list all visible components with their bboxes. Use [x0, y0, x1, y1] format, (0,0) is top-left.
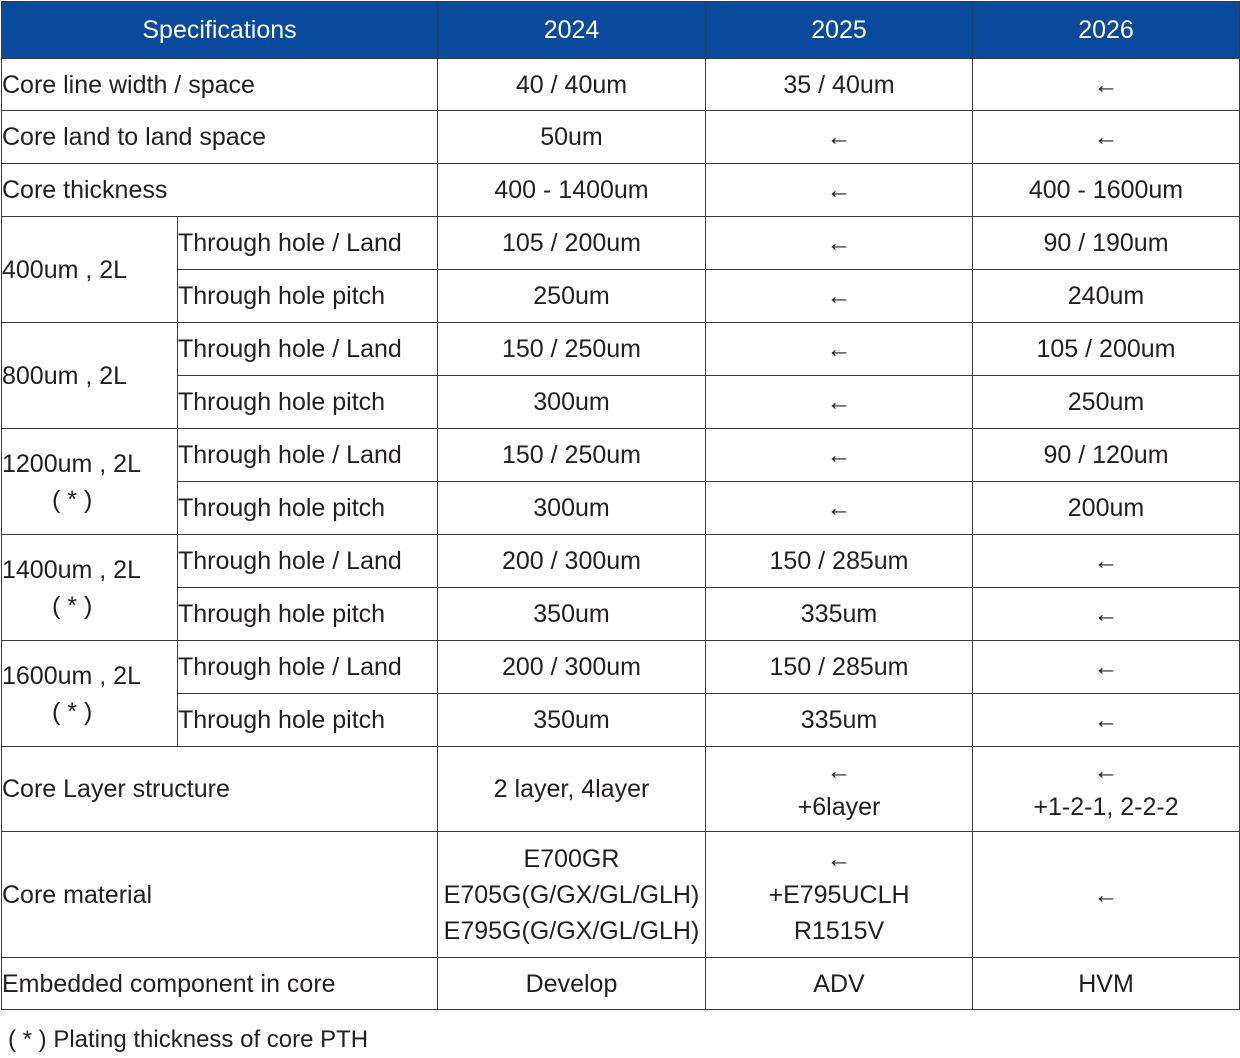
- specifications-table: [1, 1, 1240, 1010]
- table-row: [2, 429, 1240, 482]
- cell-line: ←: [826, 757, 852, 785]
- row-label: Embedded component in core: [2, 958, 438, 1010]
- cell-2025: ←: [706, 217, 973, 270]
- group-size-label: 1600um , 2L: [2, 661, 141, 690]
- group-label: [2, 535, 178, 641]
- cell-2025: 150 / 285um: [706, 535, 973, 588]
- cell-line: +1-2-1, 2-2-2: [1033, 793, 1179, 821]
- cell-2026: ←: [973, 535, 1240, 588]
- cell-2024: 200 / 300um: [438, 641, 706, 694]
- header-specifications: Specifications: [2, 2, 438, 59]
- cell-2026: ←: [973, 641, 1240, 694]
- cell-2026: ←: [973, 832, 1240, 958]
- cell-2025: 335um: [706, 588, 973, 641]
- sub-label: Through hole / Land: [178, 535, 438, 588]
- table-row: [2, 694, 1240, 747]
- sub-label: Through hole / Land: [178, 217, 438, 270]
- cell-2026: ←: [973, 588, 1240, 641]
- sub-label: Through hole pitch: [178, 588, 438, 641]
- cell-line: R1515V: [793, 916, 885, 945]
- cell-2026: ←: [973, 59, 1240, 111]
- sub-label: Through hole pitch: [178, 270, 438, 323]
- cell-2024: 250um: [438, 270, 706, 323]
- cell-2025: ADV: [706, 958, 973, 1010]
- cell-2026: 105 / 200um: [973, 323, 1240, 376]
- cell-2026: 90 / 120um: [973, 429, 1240, 482]
- table-row: [2, 59, 1240, 111]
- row-label: Core line width / space: [2, 59, 438, 111]
- cell-2026: 400 - 1600um: [973, 164, 1240, 217]
- cell-2024: 400 - 1400um: [438, 164, 706, 217]
- cell-2025: ←: [706, 270, 973, 323]
- cell-2024: 105 / 200um: [438, 217, 706, 270]
- table-row: [2, 164, 1240, 217]
- table-row: [2, 958, 1240, 1010]
- table-row: [2, 270, 1240, 323]
- cell-2024: 350um: [438, 694, 706, 747]
- cell-2024: 150 / 250um: [438, 323, 706, 376]
- group-size-label: 400um , 2L: [2, 255, 128, 284]
- row-label: Core Layer structure: [2, 747, 438, 832]
- cell-line: ←: [1093, 757, 1119, 785]
- cell-line: E705G(G/GX/GL/GLH): [443, 880, 700, 909]
- cell-2026: [973, 747, 1240, 832]
- row-label: Core thickness: [2, 164, 438, 217]
- group-label: [2, 217, 178, 323]
- cell-2024: 300um: [438, 482, 706, 535]
- cell-2024: 350um: [438, 588, 706, 641]
- plating-note-marker: ( * ): [52, 485, 93, 514]
- row-label: Core land to land space: [2, 111, 438, 164]
- cell-2024: 300um: [438, 376, 706, 429]
- cell-2025: 35 / 40um: [706, 59, 973, 111]
- table-row: [2, 217, 1240, 270]
- table-row: [2, 482, 1240, 535]
- table-row: [2, 376, 1240, 429]
- cell-2024: 40 / 40um: [438, 59, 706, 111]
- cell-2026: ←: [973, 111, 1240, 164]
- row-label: Core material: [2, 832, 438, 958]
- cell-2025: ←: [706, 164, 973, 217]
- footnote: ( * ) Plating thickness of core PTH: [8, 1026, 369, 1053]
- cell-2026: HVM: [973, 958, 1240, 1010]
- cell-2025: ←: [706, 376, 973, 429]
- table-row: [2, 535, 1240, 588]
- header-2025: 2025: [706, 2, 973, 59]
- cell-2025: ←: [706, 111, 973, 164]
- cell-2024: 150 / 250um: [438, 429, 706, 482]
- header-2024: 2024: [438, 2, 706, 59]
- sub-label: Through hole / Land: [178, 323, 438, 376]
- header-row: [2, 2, 1240, 59]
- cell-2026: 90 / 190um: [973, 217, 1240, 270]
- cell-2024: [438, 832, 706, 958]
- cell-2024: 200 / 300um: [438, 535, 706, 588]
- cell-line: +E795UCLH: [768, 880, 910, 909]
- table-row: [2, 111, 1240, 164]
- plating-note-marker: ( * ): [52, 697, 93, 726]
- table-row: [2, 747, 1240, 832]
- cell-2025: [706, 832, 973, 958]
- cell-2025: ←: [706, 429, 973, 482]
- sub-label: Through hole / Land: [178, 429, 438, 482]
- sub-label: Through hole pitch: [178, 482, 438, 535]
- table-row: [2, 832, 1240, 958]
- cell-2024: 2 layer, 4layer: [438, 747, 706, 832]
- group-size-label: 1400um , 2L: [2, 555, 141, 584]
- cell-line: +6layer: [797, 793, 881, 821]
- sub-label: Through hole pitch: [178, 694, 438, 747]
- plating-note-marker: ( * ): [52, 591, 93, 620]
- cell-line: ←: [826, 844, 852, 873]
- cell-2026: 240um: [973, 270, 1240, 323]
- cell-2025: ←: [706, 323, 973, 376]
- cell-2024: 50um: [438, 111, 706, 164]
- sub-label: Through hole / Land: [178, 641, 438, 694]
- header-2026: 2026: [973, 2, 1240, 59]
- cell-2026: ←: [973, 694, 1240, 747]
- cell-2024: Develop: [438, 958, 706, 1010]
- cell-2026: 200um: [973, 482, 1240, 535]
- cell-2025: [706, 747, 973, 832]
- sub-label: Through hole pitch: [178, 376, 438, 429]
- cell-line: E795G(G/GX/GL/GLH): [443, 916, 700, 945]
- cell-2025: 150 / 285um: [706, 641, 973, 694]
- cell-2025: ←: [706, 482, 973, 535]
- group-label: [2, 323, 178, 429]
- table-row: [2, 323, 1240, 376]
- group-label: [2, 641, 178, 747]
- group-size-label: 800um , 2L: [2, 361, 128, 390]
- cell-line: E700GR: [523, 844, 620, 873]
- group-size-label: 1200um , 2L: [2, 449, 141, 478]
- group-label: [2, 429, 178, 535]
- table-row: [2, 641, 1240, 694]
- table-row: [2, 588, 1240, 641]
- cell-2026: 250um: [973, 376, 1240, 429]
- cell-2025: 335um: [706, 694, 973, 747]
